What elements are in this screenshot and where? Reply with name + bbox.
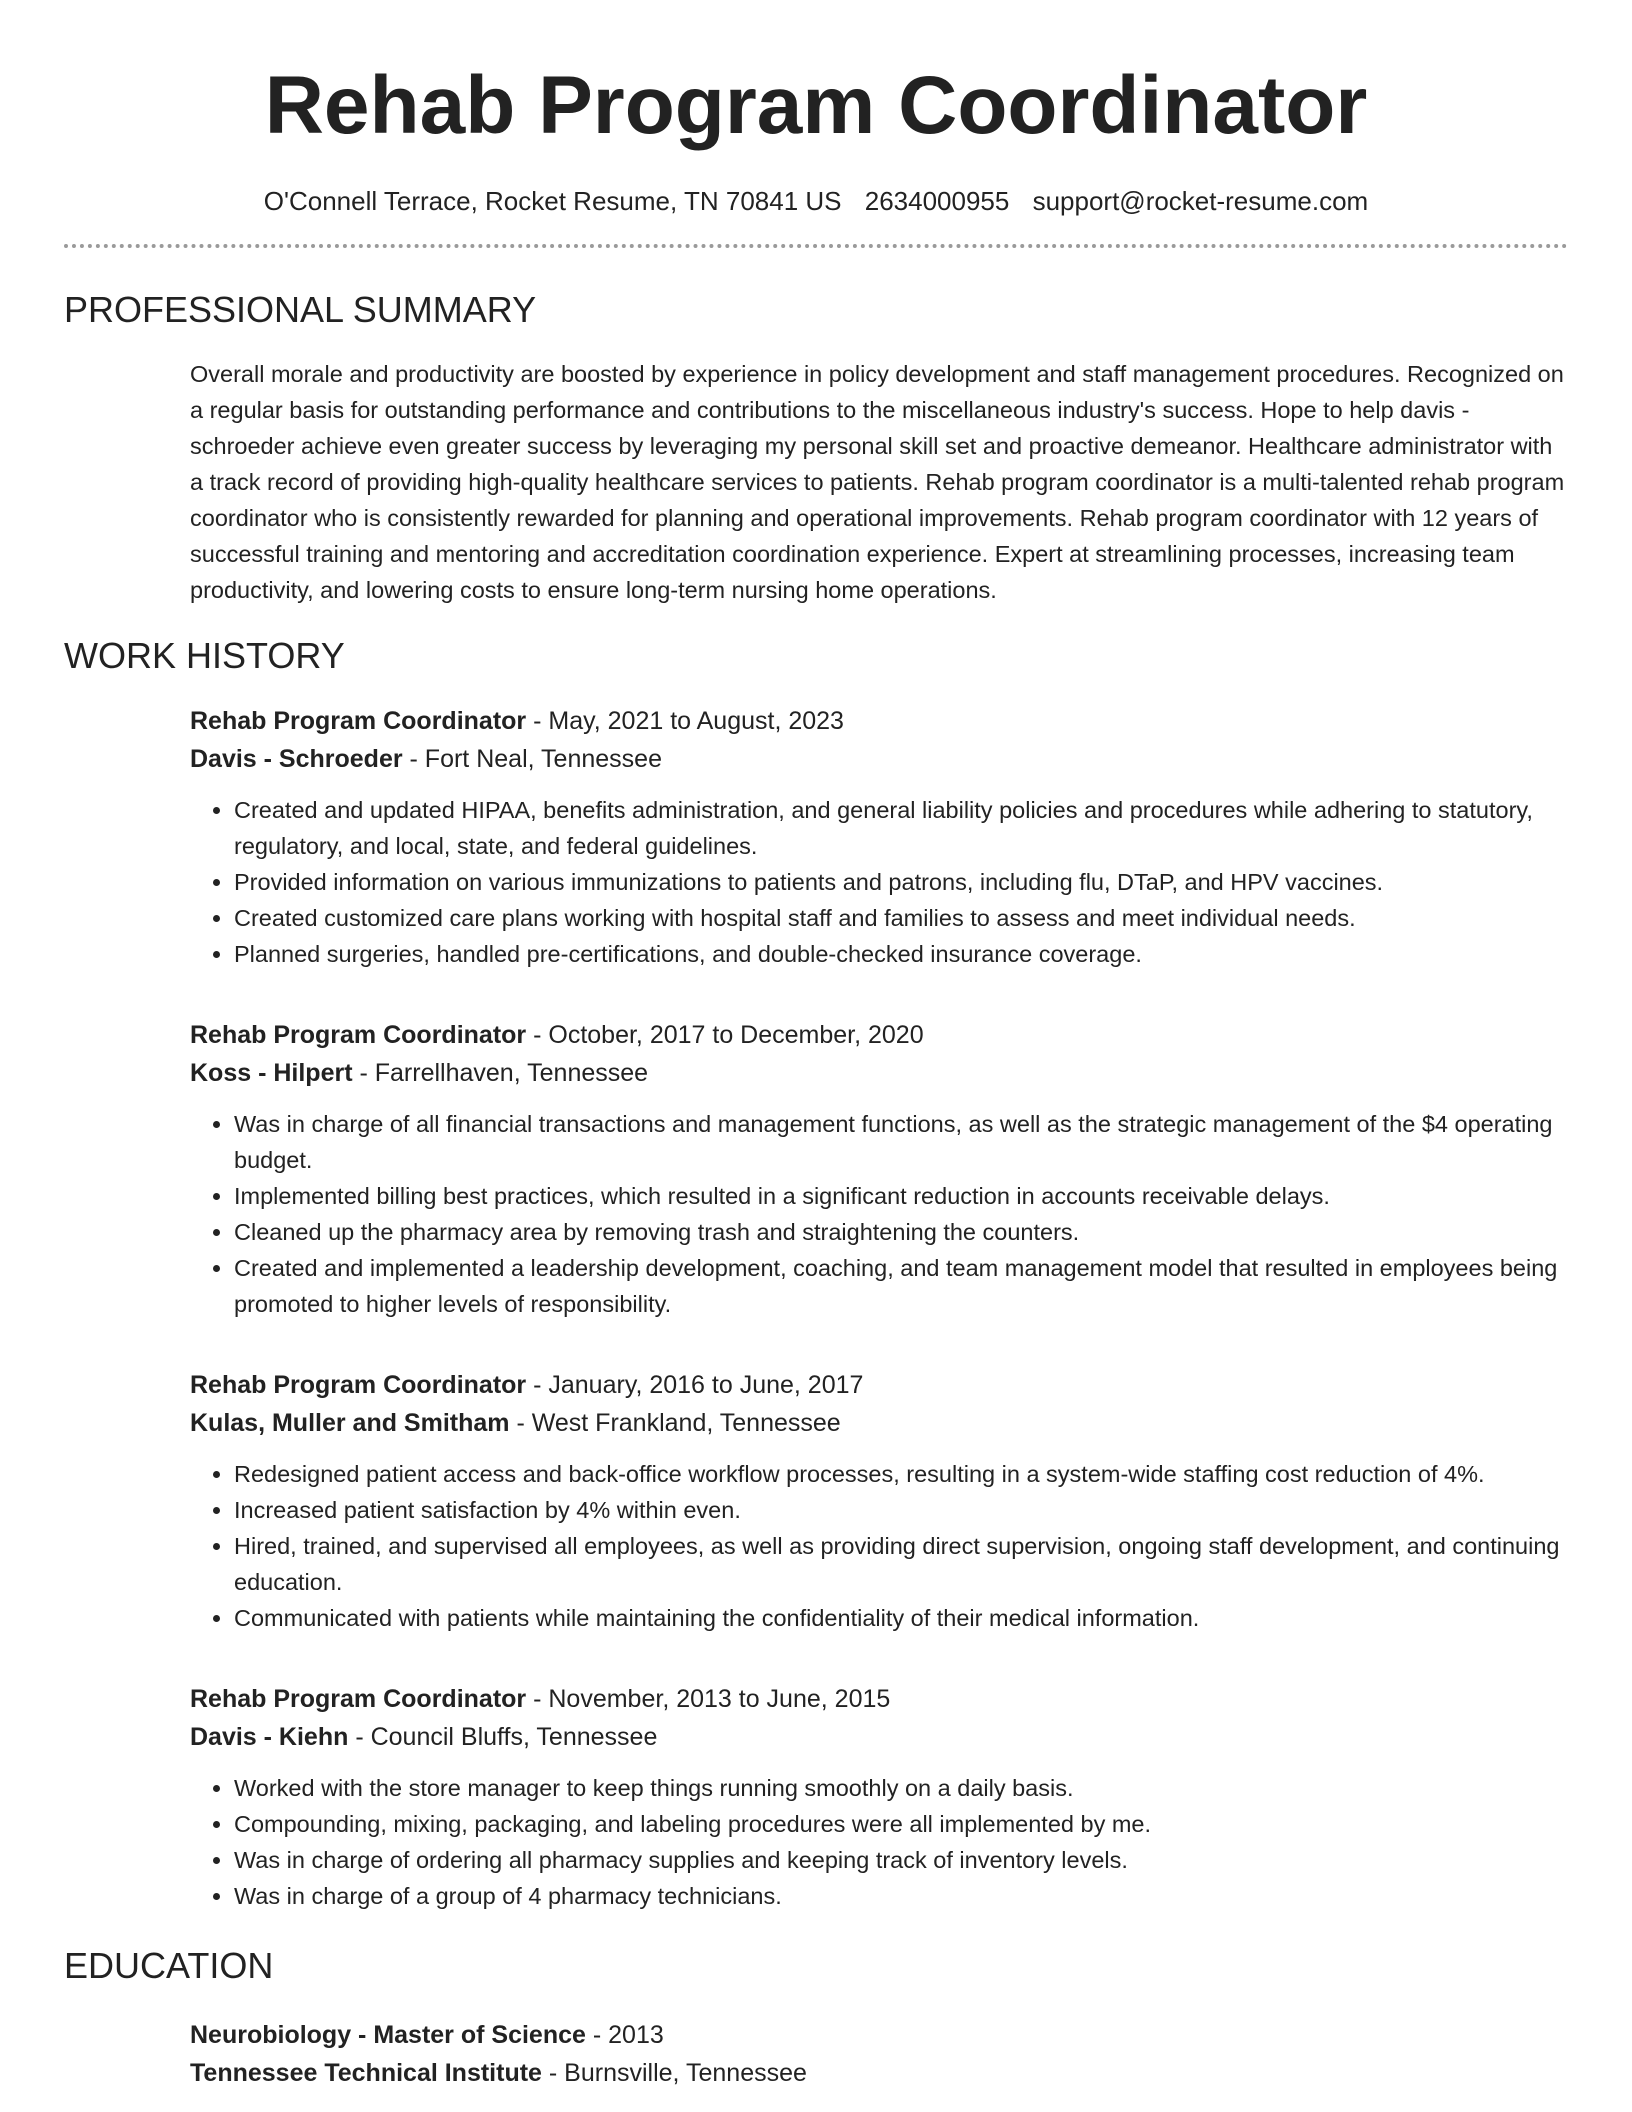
job-bullets — [190, 1456, 1568, 1636]
contact-address: O'Connell Terrace, Rocket Resume, TN 70841 US — [263, 186, 842, 216]
job-company-line — [190, 1054, 1568, 1092]
job-entry — [190, 1016, 1568, 1322]
job-company: Kulas, Muller and Smitham — [190, 1409, 510, 1437]
job-company-line — [190, 740, 1568, 778]
job-location: - Council Bluffs, Tennessee — [348, 1723, 658, 1751]
job-bullet: • Was in charge of ordering all pharmacy supplies and keeping track of inventory levels. — [234, 1842, 1568, 1878]
job-company: Davis - Schroeder — [190, 745, 403, 773]
contact-phone: 2634000955 — [864, 186, 1010, 216]
contact-email: support@rocket-resume.com — [1032, 186, 1369, 216]
education-school: Tennessee Technical Institute — [190, 2059, 542, 2087]
contact-line — [64, 184, 1568, 218]
section-title-education: EDUCATION — [64, 1945, 274, 1986]
job-location: - Fort Neal, Tennessee — [402, 745, 662, 773]
job-role: Rehab Program Coordinator — [190, 1685, 527, 1713]
job-bullet: • Redesigned patient access and back-office workflow processes, resulting in a system-wide staffing cost reduction of 4%. — [234, 1456, 1568, 1492]
job-bullet: • Planned surgeries, handled pre-certifications, and double-checked insurance coverage. — [234, 936, 1568, 972]
job-dates: - May, 2021 to August, 2023 — [526, 707, 844, 735]
job-company-line — [190, 1404, 1568, 1442]
summary-section — [190, 356, 1568, 608]
job-bullet: • Was in charge of all financial transactions and management functions, as well as the strategic management of the $4 operating budget. — [234, 1106, 1568, 1178]
job-bullets — [190, 1106, 1568, 1322]
job-bullet: • Compounding, mixing, packaging, and labeling procedures were all implemented by me. — [234, 1806, 1568, 1842]
header-divider — [64, 244, 1568, 248]
education-school-line — [190, 2054, 1568, 2092]
job-title-line — [190, 702, 1568, 740]
job-role: Rehab Program Coordinator — [190, 1021, 527, 1049]
job-bullet: • Created and updated HIPAA, benefits administration, and general liability policies and procedures while adhering to statutory, regulatory, and local, state, and federal guidelines. — [234, 792, 1568, 864]
section-title-work-history: WORK HISTORY — [64, 635, 345, 676]
job-location: - West Frankland, Tennessee — [509, 1409, 841, 1437]
job-location: - Farrellhaven, Tennessee — [352, 1059, 649, 1087]
education-section — [190, 2016, 1568, 2092]
job-bullet: • Communicated with patients while maintaining the confidentiality of their medical information. — [234, 1600, 1568, 1636]
job-role: Rehab Program Coordinator — [190, 1371, 527, 1399]
job-bullet: • Hired, trained, and supervised all employees, as well as providing direct supervision, ongoing staff development, and continuing education. — [234, 1528, 1568, 1600]
job-bullet: • Worked with the store manager to keep things running smoothly on a daily basis. — [234, 1770, 1568, 1806]
job-dates: - October, 2017 to December, 2020 — [526, 1021, 924, 1049]
job-bullets — [190, 1770, 1568, 1914]
job-bullets — [190, 792, 1568, 972]
job-bullet: • Increased patient satisfaction by 4% within even. — [234, 1492, 1568, 1528]
job-company: Davis - Kiehn — [190, 1723, 349, 1751]
education-degree-line — [190, 2016, 1568, 2054]
job-company: Koss - Hilpert — [190, 1059, 353, 1087]
job-bullet: • Created and implemented a leadership development, coaching, and team management model that resulted in employees being promoted to higher levels of responsibility. — [234, 1250, 1568, 1322]
job-entry — [190, 1366, 1568, 1636]
resume-name-heading: Rehab Program Coordinator — [264, 60, 1368, 151]
job-company-line — [190, 1718, 1568, 1756]
resume-page — [64, 0, 1568, 2092]
job-bullet: • Created customized care plans working with hospital staff and families to assess and meet individual needs. — [234, 900, 1568, 936]
work-history-section — [190, 702, 1568, 1914]
job-bullet: • Provided information on various immunizations to patients and patrons, including flu, DTaP, and HPV vaccines. — [234, 864, 1568, 900]
summary-text: Overall morale and productivity are boosted by experience in policy development and staff management procedures. Recognized on a regular basis for outstanding performance and contributions to the miscellaneous industry's success. Hope to help davis - schroeder achieve even greater success by leveraging my personal skill set and proactive demeanor. Healthcare administrator with a track record of providing high-quality healthcare services to patients. Rehab program coordinator is a multi-talented rehab program coordinator who is consistently rewarded for planning and operational improvements. Rehab program coordinator with 12 years of successful training and mentoring and accreditation coordination experience. Expert at streamlining processes, increasing team productivity, and lowering costs to ensure long-term nursing home operations. — [190, 361, 1565, 603]
job-dates: - January, 2016 to June, 2017 — [526, 1371, 864, 1399]
job-bullet: • Implemented billing best practices, which resulted in a significant reduction in accounts receivable delays. — [234, 1178, 1568, 1214]
job-title-line — [190, 1016, 1568, 1054]
education-location: - Burnsville, Tennessee — [541, 2059, 807, 2087]
job-title-line — [190, 1366, 1568, 1404]
education-degree: Neurobiology - Master of Science — [190, 2021, 586, 2049]
job-bullet: • Cleaned up the pharmacy area by removing trash and straightening the counters. — [234, 1214, 1568, 1250]
job-entry — [190, 1680, 1568, 1914]
job-role: Rehab Program Coordinator — [190, 707, 527, 735]
job-title-line — [190, 1680, 1568, 1718]
section-title-summary: PROFESSIONAL SUMMARY — [64, 289, 537, 330]
job-bullet: • Was in charge of a group of 4 pharmacy technicians. — [234, 1878, 1568, 1914]
job-entry — [190, 702, 1568, 972]
job-dates: - November, 2013 to June, 2015 — [526, 1685, 891, 1713]
education-year: - 2013 — [585, 2021, 664, 2049]
